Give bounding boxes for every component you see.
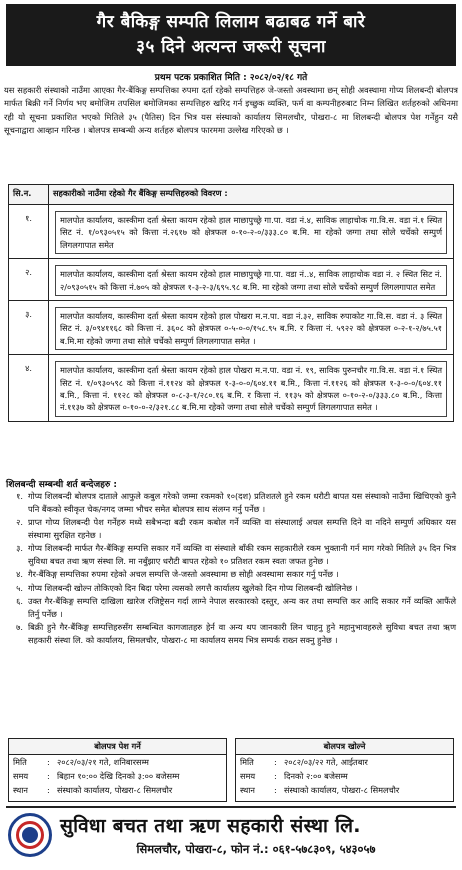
schedule-value: बिहान १०:०० देखि दिनको ३:०० बजेसम्म (57, 771, 180, 781)
row-serial: ४. (9, 355, 49, 422)
schedule-row (236, 755, 453, 769)
col-description: सहकारीको नाउँमा रहेको गैर बैंकिङ्ग सम्पत्तिहरुको विवरण : (49, 185, 454, 205)
org-name: सुविधा बचत तथा ऋण सहकारी संस्था लि. (60, 815, 361, 837)
colon: : (274, 771, 277, 781)
table-row (9, 355, 454, 422)
row-description-cell (49, 259, 454, 301)
condition-text: गोप्य शिलबन्दी खोल्न तोकिएको दिन बिदा परेमा त्यसको लगत्तै कार्यालय खुलेको दिन गोप्य शिलबन्दी खोलिनेछ । (28, 582, 358, 593)
schedule-value: २०८२/०३/२२ गते, आईतबार (284, 757, 368, 767)
row-description-cell (49, 205, 454, 259)
schedule-row (236, 769, 453, 783)
row-serial: १. (9, 205, 49, 259)
schedule-value: संस्थाको कार्यालय, पोखरा-८ सिमलचौर (284, 785, 400, 795)
notice-title-line-1: गैर बैकिङ्ग सम्पति लिलाम बढाबढ गर्ने बारे (96, 12, 366, 32)
submit-schedule-heading: बोलपत्र पेश गर्ने (9, 739, 226, 755)
schedule-section (8, 738, 454, 802)
schedule-key: स्थान (13, 785, 28, 795)
row-description-cell (49, 355, 454, 422)
schedule-key: स्थान (240, 785, 255, 795)
colon: : (274, 757, 277, 767)
condition-text: प्राप्त गोप्य शिलबन्दी पेश गर्नेहरु मध्ये सबैभन्दा बढी रकम कबोल गर्ने व्यक्ति वा संस्थालाई अचल सम्पत्ति दिने वा नदिने सम्पुर्ण अधिकार यस संस्थामा सुरक्षित रहनेछ । (28, 517, 456, 540)
row-description: मालपोत कार्यालय, कास्कीमा दर्ता श्रेस्ता कायम रहेको हाल पोखरा म.न.पा. वडा नं. १९, साविक पुरुनचौर गा.वि.स. वडा नं.१ स्थित सिट नं. १/०९३०५९८ को कित्ता नं.११२४ को क्षेत्रफल १-३-०-०/६०४.११ ब.मि., कित्ता नं.११२६ को क्षेत्रफल १-३-०-०/६०४.११ ब.मि., कित्ता नं. ११२८ को क्षेत्रफल ०-८-३-१/२८०.१६ ब.मि. र कित्ता नं. ११३५ को क्षेत्रफल ०-१०-२-०/३३३.८० ब.मि., कित्ता नं.११३७ को क्षेत्रफल ०-१०-०-२/३२१.८८ ब.मि.मा रहेको जग्गा तथा सोले चर्चेको सम्पुर्ण लिगलगापात समेत । (55, 361, 447, 417)
list-item (6, 568, 456, 581)
condition-number: ४. (16, 569, 23, 579)
list-item (6, 490, 456, 515)
colon: : (47, 785, 50, 795)
list-item (6, 621, 456, 646)
table-row (9, 301, 454, 355)
condition-number: २. (16, 517, 23, 527)
condition-text: उक्त गैर-बैंकिङ्ग सम्पत्ति दाखिला खारेज रजिष्ट्रेसन गर्दा लाग्ने नेपाल सरकारको दस्तुर, अन्य कर तथा सम्पत्ति कर आदि सकार गर्ने व्यक्ति आफैंले तिर्नु पर्नेछ । (28, 596, 456, 619)
table-row (9, 205, 454, 259)
condition-text: गैर-बैंकिङ्ग सम्पत्तिका रुपमा रहेको अचल सम्पत्ति जे-जस्तो अवस्थामा छ सोही अवस्थामा सकार गर्नु पर्नेछ । (28, 569, 339, 579)
row-serial: २. (9, 259, 49, 301)
assets-table (8, 184, 454, 422)
row-description: मालपोत कार्यालय, कास्कीमा दर्ता श्रेस्ता कायम रहेको हाल पोखरा म.न.पा. वडा नं.३२, साविक रुपाकोट गा.वि.स. वडा नं. ३ स्थित सिट नं. ३/०९४११६८ को कित्ता नं. ३६०८ को क्षेत्रफल ०-५-०-०/१५८.९५ ब.मि. र कित्ता नं. ५९२२ को क्षेत्रफल ०-२-१-२/७५.५१ ब.मि.मा रहेको जग्गा तथा सोले चर्चेको सम्पुर्ण लिगलगापात समेत । (55, 307, 447, 350)
intro-paragraph: यस सहकारी संस्थाको नाउँमा आएका गैर-बैंकिङ्ग सम्पत्तिका रुपमा दर्ता रहेको सम्पत्तिहरु जे-जस्तो अवस्थामा छन् सोही अवस्थामा गोप्य शिलबन्दी बोलपत्र मार्फत बिक्री गर्ने निर्णय भए बमोजिम तपसिल बमोजिमका सम्पत्तिहरु खरिद गर्न इच्छुक व्यक्ति, फर्म वा कम्पनीहरुबाट निम्न लिखित शर्तहरुको अधिनमा रही यो सूचना प्रकाशित भएको मितिले ३५ (पैतिस) दिन भित्र यस संस्थाको कार्यालय सिमलचौर, पोखरा-८ मा शिलबन्दी बोलपत्र पेश गर्नेहुन यसै सूचनाद्वारा आव्हान गरिन्छ । बोलपत्र सम्बन्धी अन्य शर्तहरु बोलपत्र फारममा उल्लेख गरिएको छ । (4, 85, 458, 136)
logo-core (22, 827, 38, 843)
conditions-title: शिलबन्दी सम्बन्धी शर्त बन्देजहरु : (6, 480, 118, 490)
notice-title-line-2: ३५ दिने अत्यन्त जरूरी सूचना (136, 37, 326, 57)
colon: : (274, 785, 277, 795)
table-row (9, 259, 454, 301)
row-description: मालपोत कार्यालय, कास्कीमा दर्ता श्रेस्ता कायम रहेको हाल माछापुच्छ्रे गा.पा. वडा नं.४, साविक लाहाचोक गा.वि.स. वडा नं.१ स्थित सिट नं. १/०९३०५१५ को कित्ता नं.२६१७ को क्षेत्रफल ०-१०-२-०/३३३.८० ब.मि. मा रहेको जग्गा तथा सोले चर्चेको सम्पुर्ण लिगलगापात समेत (55, 211, 447, 254)
schedule-key: मिति (13, 757, 27, 767)
colon: : (47, 771, 50, 781)
list-item (6, 582, 456, 595)
row-serial: ३. (9, 301, 49, 355)
condition-text: गोप्य शिलबन्दी बोलपत्र दाताले आफुले कबुल गरेको जम्मा रकमको १०(दश) प्रतिशतले हुने रकम धरौटी बापत यस संस्थाको नाउँमा खिचिएको कुनै पनि बैंकको स्वीकृत चेक/नगद जम्मा भौचर समेत बोलपत्र साथ संलग्न गर्नु पर्नेछ । (28, 491, 456, 514)
published-date: प्रथम पटक प्रकाशित मिति : २०८२/०२/१८ गते (154, 73, 308, 83)
notice-title-banner (6, 4, 456, 66)
row-description-cell (49, 301, 454, 355)
row-description: मालपोत कार्यालय, कास्कीमा दर्ता श्रेस्ता कायम रहेको हाल माछापुच्छ्रे गा.पा. वडा नं..४, साविक लाहाचोक वडा नं. २ स्थित सिट नं. २/०९३०५१५ को कित्ता नं.७०५ को क्षेत्रफल १-३-२-३/६९५.९८ ब.मि. मा रहेको जग्गा तथा सोले चर्चेको सम्पुर्ण लिगलगापात समेत (55, 265, 447, 296)
schedule-row (236, 783, 453, 797)
condition-number: ३. (16, 543, 23, 553)
col-serial: सि.न. (9, 185, 49, 205)
schedule-value: दिनको २:०० बजेसम्म (284, 771, 348, 781)
condition-number: १. (16, 491, 23, 501)
schedule-row (9, 769, 226, 783)
assets-table-header (9, 185, 454, 205)
open-schedule-box (235, 738, 454, 802)
colon: : (47, 757, 50, 767)
open-schedule-heading: बोलपत्र खोल्ने (236, 739, 453, 755)
schedule-row (9, 755, 226, 769)
submit-schedule-box (8, 738, 227, 802)
schedule-row (9, 783, 226, 797)
schedule-key: समय (13, 771, 29, 781)
schedule-value: संस्थाको कार्यालय, पोखरा-८ सिमलचौर (57, 785, 173, 795)
schedule-value: २०८२/०३/२१ गते, शनिबारसम्म (57, 757, 149, 767)
list-item (6, 595, 456, 620)
schedule-key: मिति (240, 757, 254, 767)
org-address: सिमलचौर, पोखरा-८, फोन नं.: ०६१-५७८३०९, ५४३०५७ (136, 842, 376, 856)
condition-number: ५. (16, 582, 23, 593)
condition-number: ६. (16, 596, 23, 606)
condition-number: ७. (16, 622, 23, 632)
cooperative-logo-icon (8, 813, 52, 857)
conditions-list (6, 490, 456, 647)
schedule-key: समय (240, 771, 256, 781)
list-item (6, 542, 456, 567)
list-item (6, 516, 456, 541)
condition-text: बिक्री हुने गैर-बैंकिङ्ग सम्पत्तिहरुसँग सम्बन्धित कागजातहरु हेर्न वा अन्य थप जानकारी लिन चाहनु हुने महानुभावहरुले सुविधा बचत तथा ऋण सहकारी संस्था लि. को कार्यालय, सिमलचौर, पोखरा-८ मा कार्यालय समय भित्र सम्पर्क राख्न सक्नु हुनेछ । (28, 622, 456, 645)
org-footer (6, 806, 456, 864)
condition-text: गोप्य शिलबन्दी मार्फत गैर-बैंकिङ्ग सम्पत्ति सकार गर्ने व्यक्ति वा संस्थाले बाँकी रकम सहकारीले रकम भुक्तानी गर्न माग गरेको मितिले ३५ दिन भित्र सुविधा बचत तथा ऋण संस्था लि. मा नबुँझाए धरौटी बापत रहेको १० प्रतिशत रकम स्वतः जफत हुनेछ । (28, 543, 456, 566)
